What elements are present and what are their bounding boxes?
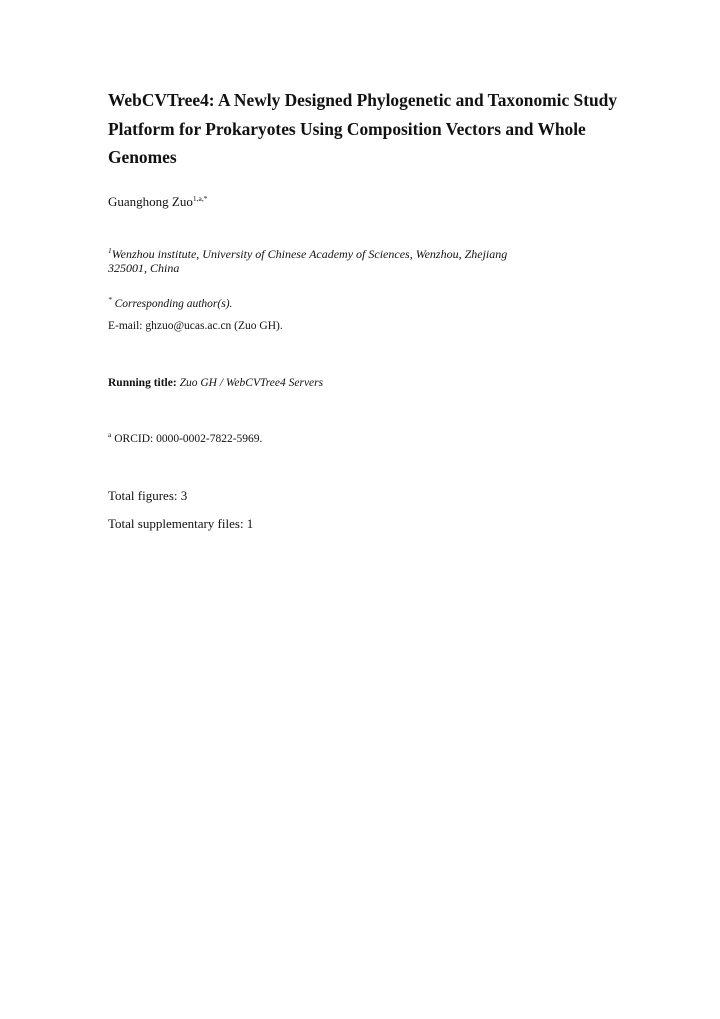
author-name: Guanghong Zuo: [108, 194, 193, 209]
corresponding-author-note: [108, 297, 232, 311]
affiliation-text-1: Wenzhou institute, University of Chinese Academy of Sciences, Wenzhou, Zhejiang: [111, 247, 508, 261]
title-line-3: Genomes: [108, 147, 177, 167]
title-line-2: Platform for Prokaryotes Using Composition Vectors and Whole: [108, 118, 586, 139]
author-line: [108, 194, 207, 210]
affiliation: [108, 247, 507, 275]
affiliation-line-2: 325001, China: [108, 261, 180, 275]
orcid-marker: a: [108, 430, 112, 439]
corresponding-marker: *: [108, 295, 112, 304]
running-title: [108, 376, 323, 390]
total-figures: Total figures: 3: [108, 488, 188, 503]
affiliation-marker: 1: [108, 246, 112, 255]
running-title-value: Zuo GH / WebCVTree4 Servers: [176, 377, 324, 389]
total-supplementary-files: Total supplementary files: 1: [108, 516, 254, 531]
paper-title: [108, 86, 648, 172]
email-line: E-mail: ghzuo@ucas.ac.cn (Zuo GH).: [108, 320, 283, 332]
author-superscript: 1,a,*: [192, 194, 208, 203]
orcid-line: [108, 432, 262, 446]
running-title-label: Running title:: [108, 377, 177, 389]
corresponding-text: Corresponding author(s).: [111, 298, 233, 310]
orcid-text: ORCID: 0000-0002-7822-5969.: [111, 433, 263, 445]
title-line-1: WebCVTree4: A Newly Designed Phylogenetic and Taxonomic Study: [108, 90, 618, 110]
affiliation-line-1: [108, 247, 507, 261]
